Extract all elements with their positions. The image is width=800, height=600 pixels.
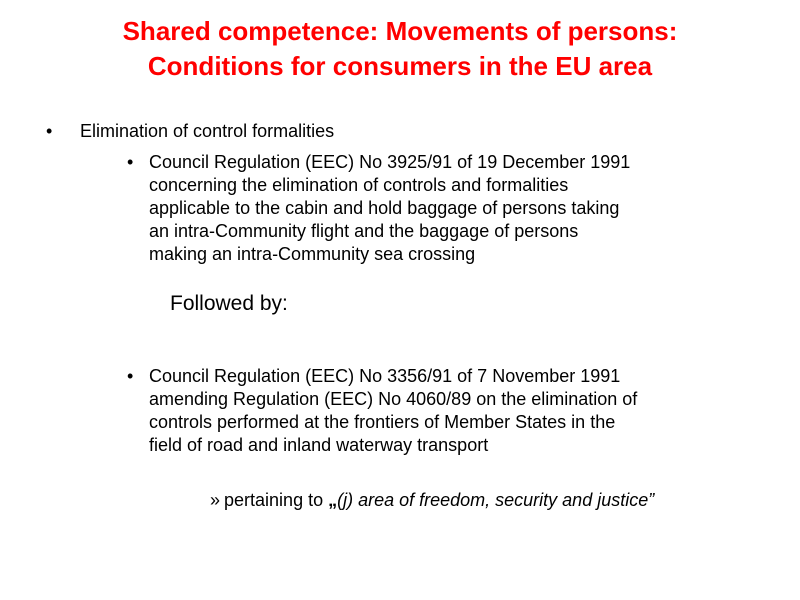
- sub-bullet-text: [149, 151, 767, 266]
- bullet-mark: •: [46, 121, 53, 141]
- text-line: Council Regulation (EEC) No 3925/91 of 19 December 1991: [149, 152, 631, 172]
- open-quote: „: [328, 490, 338, 510]
- bullet-text: Elimination of control formalities: [80, 121, 335, 141]
- sub-bullet-regulation-3356-91: [127, 365, 767, 457]
- title-line-2: Conditions for consumers in the EU area: [147, 51, 653, 81]
- sub-bullet-mark: •: [127, 366, 134, 386]
- title-line-1: Shared competence: Movements of persons:: [122, 16, 678, 46]
- sub-bullet-mark: •: [127, 152, 134, 172]
- slide-title: [0, 14, 800, 84]
- sub-bullet-regulation-3925-91: [127, 151, 767, 266]
- sub-sub-bullet-mark: »: [210, 490, 221, 510]
- text-line: concerning the elimination of controls and formalities: [149, 175, 569, 195]
- sub-bullet-text: [149, 365, 767, 457]
- text-line: field of road and inland waterway transport: [149, 435, 489, 455]
- text-line: Council Regulation (EEC) No 3356/91 of 7 November 1991: [149, 366, 621, 386]
- text-line: amending Regulation (EEC) No 4060/89 on the elimination of: [149, 389, 638, 409]
- text-line: controls performed at the frontiers of Member States in the: [149, 412, 616, 432]
- followed-by-label: Followed by:: [170, 292, 288, 315]
- sub-sub-bullet-pertaining: [210, 488, 654, 512]
- text-line: an intra-Community flight and the baggage of persons: [149, 221, 579, 241]
- text-line: making an intra-Community sea crossing: [149, 244, 476, 264]
- bullet-elimination-of-control-formalities: [46, 119, 334, 143]
- pertaining-emphasis: (j) area of freedom, security and justice”: [337, 490, 655, 510]
- pertaining-prefix: pertaining to: [224, 490, 329, 510]
- text-line: applicable to the cabin and hold baggage of persons taking: [149, 198, 620, 218]
